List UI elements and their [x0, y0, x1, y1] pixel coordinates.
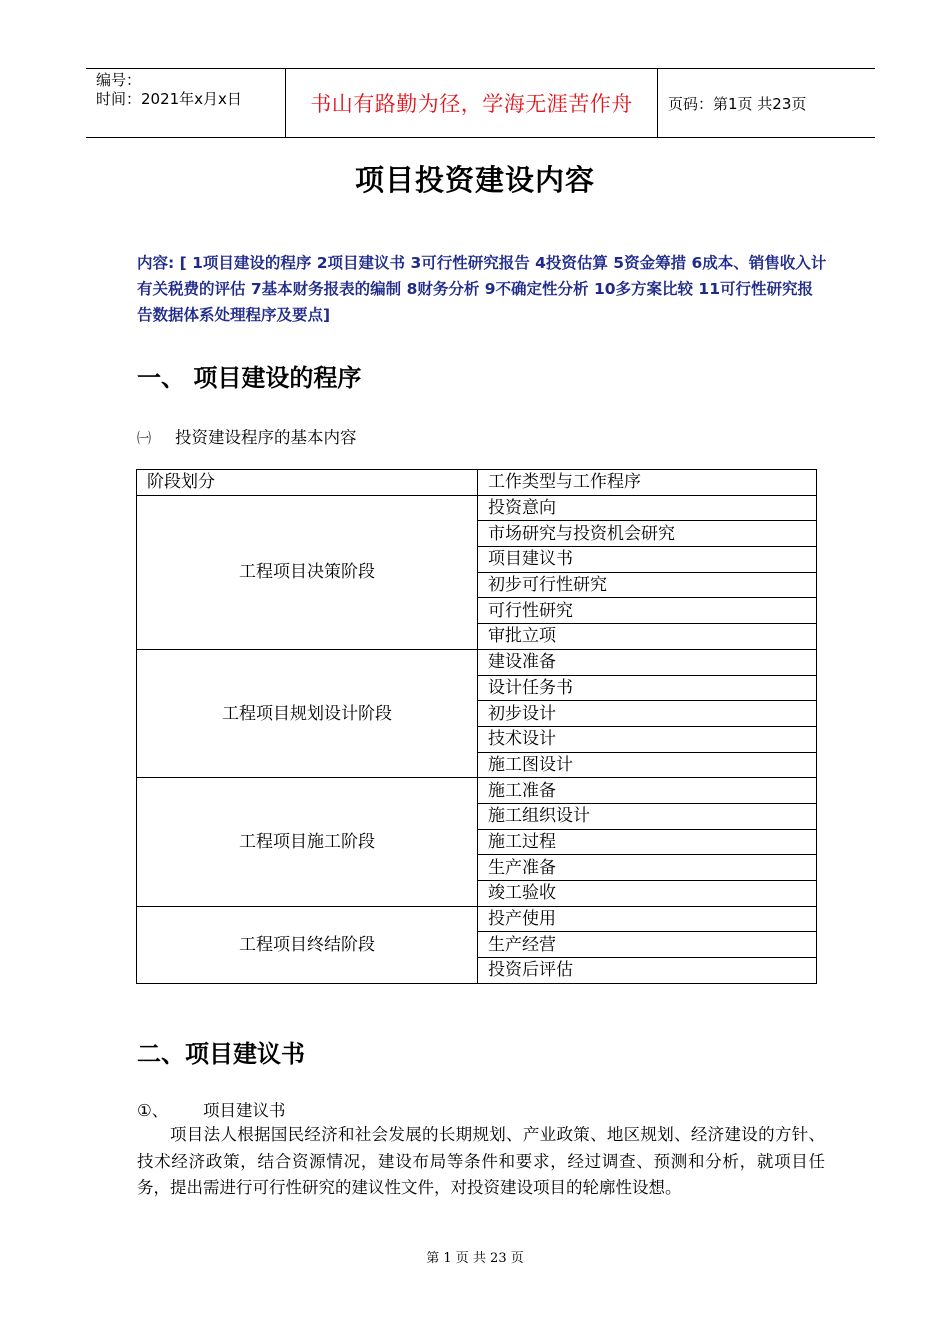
subsection-number: ㈠: [137, 431, 151, 447]
table-header-row: [137, 470, 817, 496]
work-item-cell: 施工图设计: [478, 752, 817, 778]
stage-cell: 工程项目决策阶段: [137, 495, 478, 649]
section-1-heading: 一、 项目建设的程序: [137, 364, 362, 392]
work-item-cell: 生产准备: [478, 855, 817, 881]
number-label: 编号：: [96, 71, 142, 89]
work-item-cell: 施工组织设计: [478, 803, 817, 829]
header-page-cell: [658, 69, 875, 137]
page-footer: 第 1 页 共 23 页: [426, 1251, 524, 1266]
work-item-cell: 技术设计: [478, 726, 817, 752]
work-item-cell: 竣工验收: [478, 881, 817, 907]
work-item-cell: 生产经营: [478, 932, 817, 958]
stage-cell: 工程项目规划设计阶段: [137, 649, 478, 777]
table-row: [137, 649, 817, 675]
work-item-cell: 设计任务书: [478, 675, 817, 701]
work-item-cell: 施工过程: [478, 829, 817, 855]
subsection-title: 投资建设程序的基本内容: [175, 428, 357, 447]
item-title: 项目建议书: [203, 1101, 286, 1120]
work-item-cell: 市场研究与投资机会研究: [478, 521, 817, 547]
header-motto-cell: [286, 69, 658, 137]
work-item-cell: 初步可行性研究: [478, 572, 817, 598]
table-header-work: 工作类型与工作程序: [478, 470, 817, 496]
section-2-heading: 二、项目建议书: [137, 1040, 305, 1068]
subsection-heading: [137, 424, 357, 448]
header-info-cell: [86, 69, 286, 137]
body-paragraph: 项目法人根据国民经济和社会发展的长期规划、产业政策、地区规划、经济建设的方针、技术经济政策，结合资源情况，建设布局等条件和要求，经过调查、预测和分析，就项目任务，提出需进行可行性研究的建议性文件，对投资建设项目的轮廓性设想。: [137, 1125, 825, 1197]
page-count-label: 页码：第1页 共23页: [668, 94, 807, 113]
work-item-cell: 投资意向: [478, 495, 817, 521]
work-item-cell: 投资后评估: [478, 958, 817, 984]
table-row: [137, 906, 817, 932]
table-row: [137, 778, 817, 804]
work-item-cell: 投产使用: [478, 906, 817, 932]
motto-text: 书山有路勤为径，学海无涯苦作舟: [310, 92, 633, 116]
time-label: 时间：2021年x月x日: [96, 90, 242, 108]
item-heading: [137, 1097, 286, 1121]
stage-cell: 工程项目终结阶段: [137, 906, 478, 983]
stage-cell: 工程项目施工阶段: [137, 778, 478, 906]
work-item-cell: 项目建议书: [478, 547, 817, 573]
page-header: [86, 68, 875, 138]
procedure-table: [136, 469, 817, 984]
work-item-cell: 审批立项: [478, 624, 817, 650]
work-item-cell: 初步设计: [478, 701, 817, 727]
document-title: 项目投资建设内容: [354, 163, 595, 197]
work-item-cell: 施工准备: [478, 778, 817, 804]
item-number: ①、: [137, 1101, 169, 1120]
table-header-stage: 阶段划分: [137, 470, 478, 496]
work-item-cell: 可行性研究: [478, 598, 817, 624]
table-row: [137, 495, 817, 521]
work-item-cell: 建设准备: [478, 649, 817, 675]
contents-summary: 内容: [ 1项目建设的程序 2项目建议书 3可行性研究报告 4投资估算 5资金筹措 6成本、销售收入计有关税费的评估 7基本财务报表的编制 8财务分析 9不确定性分析 10多方案比较 11可行性研究报告数据体系处理程序及要点]: [137, 254, 827, 324]
